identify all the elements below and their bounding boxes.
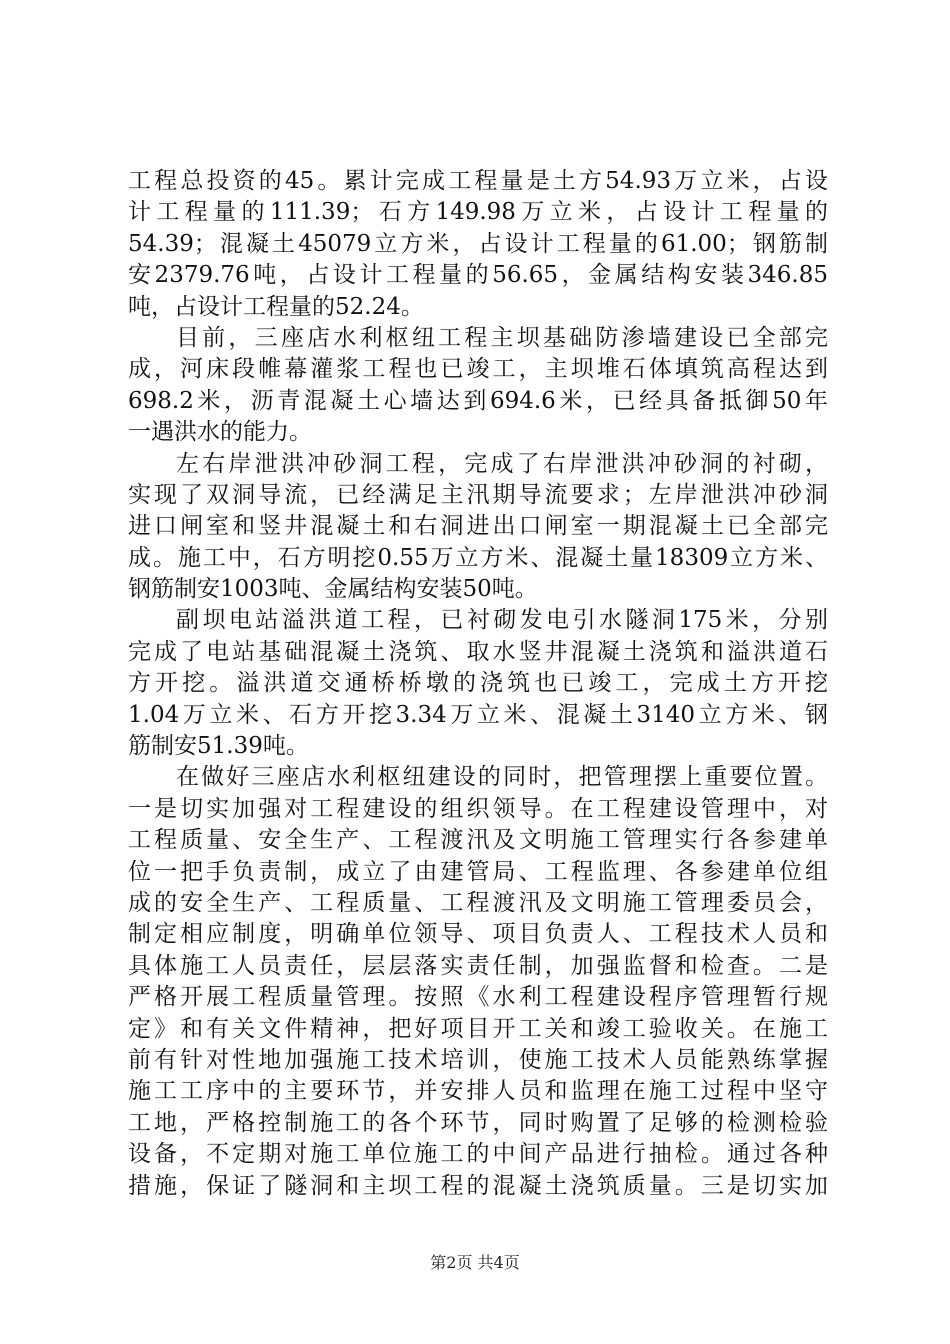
text-line: 工程总投资的45。累计完成工程量是土方54.93万立米，占设	[128, 168, 828, 194]
text-line: 目前，三座店水利枢纽工程主坝基础防渗墙建设已全部完	[176, 324, 828, 351]
text-line: 左右岸泄洪冲砂洞工程，完成了右岸泄洪冲砂洞的衬砌，	[176, 450, 828, 477]
text-line: 定》和有关文件精神，把好项目开工关和竣工验收关。在施工	[128, 1015, 828, 1042]
text-line: 措施，保证了隧洞和主坝工程的混凝土浇筑质量。三是切实加	[128, 1172, 828, 1199]
text-line: 位一把手负责制，成立了由建管局、工程监理、各参建单位组	[128, 858, 828, 885]
text-line: 698.2米，沥青混凝土心墙达到694.6米，已经具备抵御50年	[128, 387, 828, 414]
paragraph	[128, 449, 828, 606]
paragraph	[128, 166, 828, 323]
text-line: 安2379.76吨，占设计工程量的56.65，金属结构安装346.85	[128, 262, 828, 289]
text-line: 钢筋制安1003吨、金属结构安装50吨。	[128, 576, 538, 603]
text-line: 一遇洪水的能力。	[128, 419, 312, 446]
text-line: 筋制安51.39吨。	[128, 733, 309, 760]
text-line: 计工程量的111.39；石方149.98万立米，占设计工程量的	[128, 199, 828, 226]
text-line: 工地，严格控制施工的各个环节，同时购置了足够的检测检验	[128, 1109, 828, 1136]
paragraph	[128, 762, 828, 1201]
text-line: 前有针对性地加强施工技术培训，使施工技术人员能熟练掌握	[128, 1046, 828, 1073]
paragraph	[128, 605, 828, 762]
text-line: 成，河床段帷幕灌浆工程也已竣工，主坝堆石体填筑高程达到	[128, 356, 828, 383]
text-line: 完成了电站基础混凝土浇筑、取水竖井混凝土浇筑和溢洪道石	[128, 638, 828, 665]
document-body	[128, 166, 828, 1202]
text-line: 成。施工中，石方明挖0.55万立方米、混凝土量18309立方米、	[128, 544, 828, 571]
text-line: 具体施工人员责任，层层落实责任制，加强监督和检查。二是	[128, 952, 828, 979]
paragraph	[128, 323, 828, 449]
text-line: 在做好三座店水利枢纽建设的同时，把管理摆上重要位置。	[176, 764, 828, 791]
text-line: 一是切实加强对工程建设的组织领导。在工程建设管理中，对	[128, 795, 828, 822]
text-line: 制定相应制度，明确单位领导、项目负责人、工程技术人员和	[128, 921, 828, 948]
text-line: 进口闸室和竖井混凝土和右洞进出口闸室一期混凝土已全部完	[128, 513, 828, 540]
text-line: 工程质量、安全生产、工程渡汛及文明施工管理实行各参建单	[128, 827, 828, 854]
text-line: 严格开展工程质量管理。按照《水利工程建设程序管理暂行规	[128, 984, 828, 1011]
text-line: 方开挖。溢洪道交通桥桥墩的浇筑也已竣工，完成土方开挖	[128, 670, 828, 697]
text-line: 副坝电站溢洪道工程，已衬砌发电引水隧洞175米，分别	[176, 607, 828, 634]
page-footer: 第2页 共4页	[430, 1253, 520, 1272]
text-line: 54.39；混凝土45079立方米，占设计工程量的61.00；钢筋制	[128, 230, 828, 257]
text-line: 成的安全生产、工程质量、工程渡汛及文明施工管理委员会，	[128, 889, 828, 916]
text-line: 1.04万立米、石方开挖3.34万立米、混凝土3140立方米、钢	[128, 701, 828, 728]
text-line: 施工工序中的主要环节，并安排人员和监理在施工过程中坚守	[128, 1078, 828, 1105]
text-line: 吨，占设计工程量的52.24。	[128, 293, 424, 320]
text-line: 实现了双洞导流，已经满足主汛期导流要求；左岸泄洪冲砂洞	[128, 481, 828, 508]
text-line: 设备，不定期对施工单位施工的中间产品进行抽检。通过各种	[128, 1141, 828, 1168]
